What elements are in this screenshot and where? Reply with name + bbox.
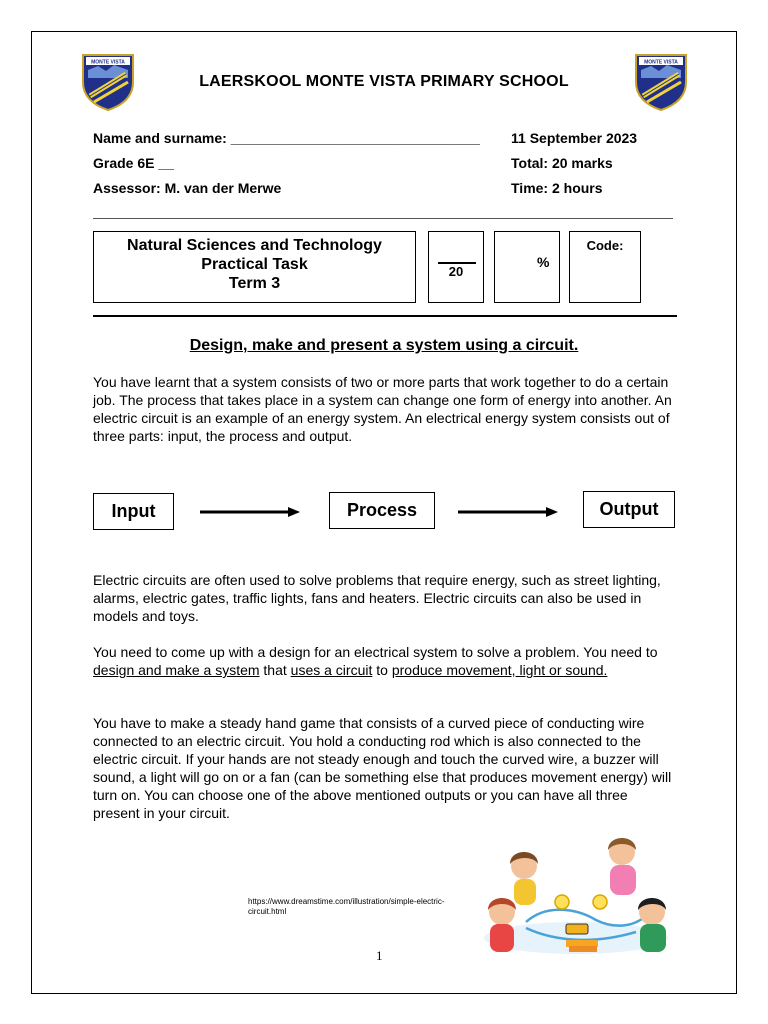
design-text-underlined-2: uses a circuit — [290, 662, 373, 678]
crest-banner-right: MONTE VISTA — [644, 59, 678, 66]
subject-box — [93, 231, 416, 303]
grade-field-label[interactable]: Grade 6E __ — [93, 155, 174, 171]
task-heading: Design, make and present a system using a circuit. — [189, 337, 579, 354]
mark-box[interactable] — [428, 231, 484, 303]
percent-sign: % — [537, 254, 550, 270]
percentage-box[interactable] — [494, 231, 560, 303]
design-text-underlined-1: design and make a system — [93, 662, 260, 678]
total-marks-label: Total: 20 marks — [511, 155, 613, 171]
subject-task: Practical Task — [201, 256, 308, 273]
input-box: Input — [93, 493, 174, 530]
mark-total: 20 — [448, 264, 464, 279]
intro-paragraph: You have learnt that a system consists of two or more parts that work together to do a certain job. The process that takes place in a system can change one form of energy into another. An electric circuit is an example of an energy system. An electrical energy system consists out of three parts: input, the process and output. — [93, 374, 672, 444]
crest-banner-left: MONTE VISTA — [91, 59, 125, 66]
arrow-right-icon — [458, 506, 558, 518]
children-circuit-illustration — [466, 834, 676, 962]
code-label: Code: — [586, 238, 624, 253]
design-text-underlined-3: produce movement, light or sound. — [391, 662, 608, 678]
game-paragraph: You have to make a steady hand game that consists of a curved piece of conducting wire connected to an electric circuit. You hold a conducting rod which is also connected to the electric circuit. If your hands are not steady enough and touch the curved wire, a buzzer will sound, a light will go on or a fan (can be something else that produces movement energy) will turn on. You can choose one of the above mentioned outputs or you can have all three present in your circuit. — [93, 715, 672, 821]
design-text-2: that — [259, 662, 291, 678]
code-box[interactable] — [569, 231, 641, 303]
school-title: LAERSKOOL MONTE VISTA PRIMARY SCHOOL — [199, 73, 569, 90]
design-text-3: to — [372, 662, 392, 678]
assessor-label: Assessor: M. van der Merwe — [93, 180, 282, 196]
design-paragraph — [93, 643, 677, 679]
image-credit-link[interactable]: https://www.dreamstime.com/illustration/simple-electric-circuit.html — [248, 897, 445, 916]
date-label: 11 September 2023 — [511, 130, 638, 146]
circuits-paragraph: Electric circuits are often used to solve problems that require energy, such as street lighting, alarms, electric gates, traffic lights, fans and heaters. Electric circuits can also be used in models and toys. — [93, 572, 661, 624]
page-number: 1 — [376, 948, 383, 963]
subject-term: Term 3 — [228, 275, 281, 292]
subject-title: Natural Sciences and Technology — [127, 237, 382, 254]
design-text-1: You need to come up with a design for an electrical system to solve a problem. You need to — [93, 644, 658, 660]
time-label: Time: 2 hours — [511, 180, 603, 196]
output-box: Output — [583, 491, 675, 528]
process-box: Process — [329, 492, 435, 529]
divider — [93, 218, 673, 219]
section-divider — [93, 315, 677, 317]
arrow-right-icon — [200, 506, 300, 518]
name-field-label[interactable]: Name and surname: ________________________________ — [93, 130, 480, 146]
